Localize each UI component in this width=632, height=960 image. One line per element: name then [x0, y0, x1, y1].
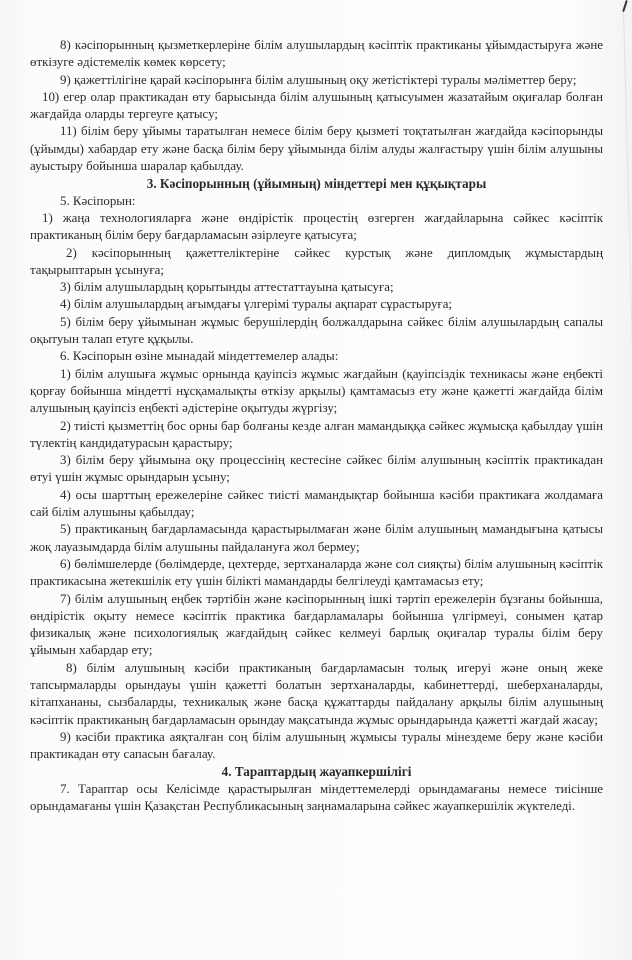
- clause-6-item-6: 6) бөлімшелерде (бөлімдерде, цехтерде, зертханаларда және сол сияқты) білім алушының кәсіптік практикасына жетекшілік ету үшін білікті мамандарды белгілеуді қамтамасыз ету;: [30, 556, 603, 589]
- document-body: [30, 37, 603, 815]
- clause-6-item-4: 4) осы шарттың ережелеріне сәйкес тиісті мамандықтар бойынша кәсіби практикаға жолдамаға сай білім алушыны қабылдау;: [30, 487, 603, 520]
- paragraph-item-8: 8) кәсіпорынның қызметкерлеріне білім алушылардың кәсіптік практиканы ұйымдастыруға және өткізуге әдістемелік көмек көрсету;: [30, 38, 603, 70]
- clause-5-item-2: 2) кәсіпорынның қажеттеліктеріне сәйкес курстық және дипломдық жұмыстардың тақырыптарын ұсынуға;: [30, 245, 603, 277]
- clause-6-item-8: 8) білім алушының кәсіби практиканың бағдарламасын толық игеруі және оның жеке тапсырмаларды орындауы үшін қажетті болатын зертханаларды, кабинеттерді, шеберханаларды, кітапхананы, сызбаларды, техникалық және басқа құжаттарды пайдалану арқылы білім алушының кәсіптік практиканың бағдарламасын орындау мақсатында жұмыс орындарында қажетті жағдай жасау;: [30, 660, 603, 727]
- clause-5-intro: 5. Кәсіпорын:: [60, 193, 136, 208]
- paragraph-item-10: 10) егер олар практикадан өту барысында білім алушының қатысуымен жазатайым оқиғалар болған жағдайда оларды тергеуге қатысу;: [30, 89, 603, 122]
- clause-6-item-3: 3) білім беру ұйымына оқу процессінің кестесіне сәйкес білім алушының кәсіптік практикадан өтуі үшін жұмыс орындарын ұсыну;: [30, 453, 603, 485]
- section-3-heading: 3. Кәсіпорынның (ұйымның) міндеттері мен құқықтары: [146, 176, 487, 192]
- clause-6-item-7: 7) білім алушының еңбек тәртібін және кәсіпорынның ішкі тәртіп ережелерін бұзғаны бойынша, өндірістік оқыту немесе кәсіптік практика бағдарламалары бойынша үлгірмеуі, сонымен қатар физикалық және психологиялық жағдайдың сәйкес келмеуі барлық оқиғалар туралы білім беру ұйымын хабардар ету;: [30, 591, 603, 658]
- clause-5-item-3: 3) білім алушылардың қорытынды аттестаттауына қатысуға;: [60, 280, 394, 295]
- clause-5-item-5: 5) білім беру ұйымынан жұмыс берушілердің болжалдарына сәйкес білім алушылардың сапалы оқытуын талап етуге құқылы.: [30, 314, 603, 347]
- clause-6-intro: 6. Кәсіпорын өзіне мынадай міндеттемелер алады:: [60, 349, 339, 364]
- page-fold-shadow: [623, 10, 632, 950]
- clause-6-item-1: 1) білім алушыға жұмыс орнында қауіпсіз жұмыс жағдайын (қауіпсіздік техникасы және еңбекті қорғау бойынша міндетті нұсқамалықты өткізу арқылы) қамтамасыз ету және қажетті жағдайда білім алушының қауіпсіз еңбекті әдістеріне оқытуды жүргізу;: [30, 366, 603, 416]
- clause-6-item-5: 5) практиканың бағдарламасында қарастырылмаған және білім алушының мамандығына қатысы жоқ лауазымдарда білім алушыны пайдалануға жол бермеу;: [30, 522, 603, 554]
- section-4-heading: 4. Тараптардың жауапкершілігі: [221, 764, 412, 780]
- clause-5-item-4: 4) білім алушылардың ағымдағы үлгерімі туралы ақпарат сұрастыруға;: [60, 297, 453, 312]
- clause-7: 7. Тараптар осы Келісімде қарастырылған міндеттемелерді орындамағаны немесе тиісінше орындамағаны үшін Қазақстан Республикасының заңнамаларына сәйкес жауапкершілік жүктеледі.: [30, 781, 603, 814]
- clause-5-item-1: 1) жаңа технологияларға және өндірістік процестің өзгерген жағдайларына сәйкес кәсіптік практиканың білім беру бағдарламасын әзірлеуге қатысуға;: [30, 210, 603, 243]
- paragraph-item-9: 9) қажеттілігіне қарай кәсіпорынға білім алушының оқу жетістіктері туралы мәліметтер беру;: [60, 72, 577, 87]
- clause-6-item-2: 2) тиісті қызметтің бос орны бар болғаны кезде алған мамандыққа сәйкес жұмысқа қабылдау үшін түлектің кандидатурасын қарастыру;: [30, 418, 603, 450]
- paragraph-item-11: 11) білім беру ұйымы таратылған немесе білім беру қызметі тоқтатылған жағдайда кәсіпорынды (ұйымды) хабардар ету және басқа білім беру ұйымында білім алуды жалғастыру үшін білім алушыны ауыстыру бойынша шаралар қабылдау.: [30, 124, 603, 174]
- clause-6-item-9: 9) кәсіби практика аяқталған соң білім алушының жұмысы туралы мінездеме беру және кәсіби практикадан өту сапасын бағалау.: [30, 729, 603, 762]
